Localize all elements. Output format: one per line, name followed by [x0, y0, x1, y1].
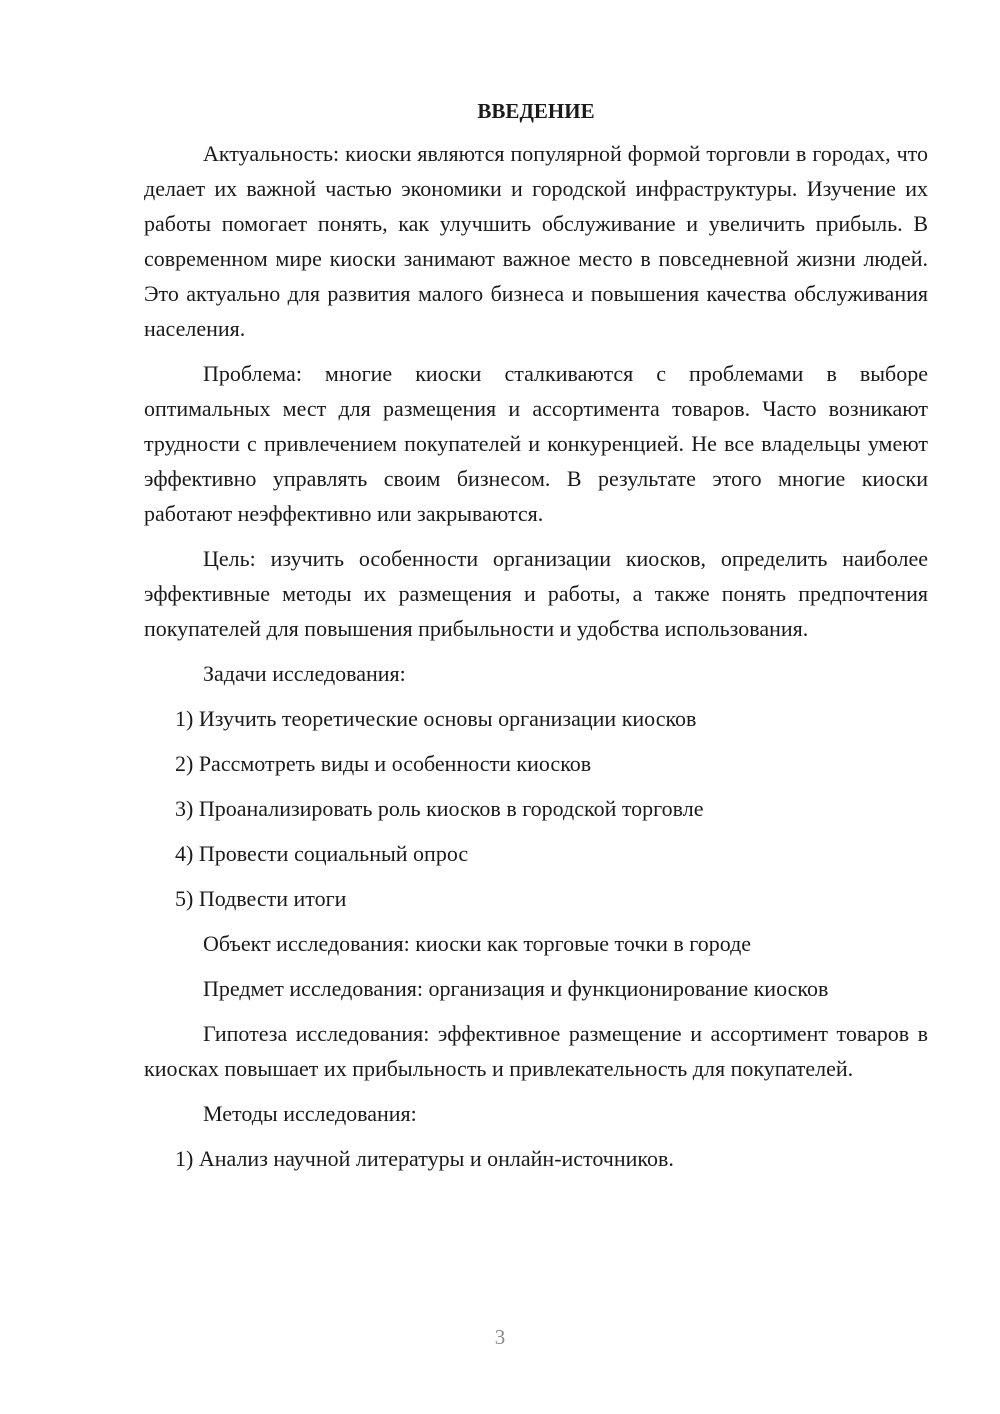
- task-item: 1) Изучить теоретические основы организации киосков: [175, 706, 697, 731]
- research-subject: Предмет исследования: организация и функционирование киосков: [203, 976, 829, 1001]
- problem-paragraph: Проблема: многие киоски сталкиваются с проблемами в выборе оптимальных мест для размещения и ассортимента товаров. Часто возникают трудности с привлечением покупателей и конкуренцией. Не все владельцы умеют эффективно управлять своим бизнесом. В результате этого многие киоски работают неэффективно или закрываются.: [144, 361, 928, 526]
- task-item: 4) Провести социальный опрос: [175, 841, 469, 866]
- page-number: 3: [494, 1325, 506, 1349]
- section-heading: ВВЕДЕНИЕ: [477, 99, 595, 123]
- task-item: 3) Проанализировать роль киосков в городской торговле: [175, 796, 704, 821]
- task-item: 5) Подвести итоги: [175, 886, 347, 911]
- hypothesis-paragraph: Гипотеза исследования: эффективное размещение и ассортимент товаров в киосках повышает их прибыльность и привлекательность для покупателей.: [144, 1021, 928, 1081]
- goal-paragraph: Цель: изучить особенности организации киосков, определить наиболее эффективные методы их размещения и работы, а также понять предпочтения покупателей для повышения прибыльности и удобства использования.: [144, 546, 928, 641]
- methods-title: Методы исследования:: [203, 1101, 417, 1126]
- task-item: 2) Рассмотреть виды и особенности киосков: [175, 751, 592, 776]
- text-body: [144, 94, 928, 1186]
- research-object: Объект исследования: киоски как торговые точки в городе: [203, 931, 752, 956]
- method-item: 1) Анализ научной литературы и онлайн-источников.: [175, 1146, 674, 1171]
- relevance-paragraph: Актуальность: киоски являются популярной формой торговли в городах, что делает их важной частью экономики и городской инфраструктуры. Изучение их работы помогает понять, как улучшить обслуживание и увеличить прибыль. В современном мире киоски занимают важное место в повседневной жизни людей. Это актуально для развития малого бизнеса и повышения качества обслуживания населения.: [144, 141, 928, 341]
- tasks-title: Задачи исследования:: [203, 661, 406, 686]
